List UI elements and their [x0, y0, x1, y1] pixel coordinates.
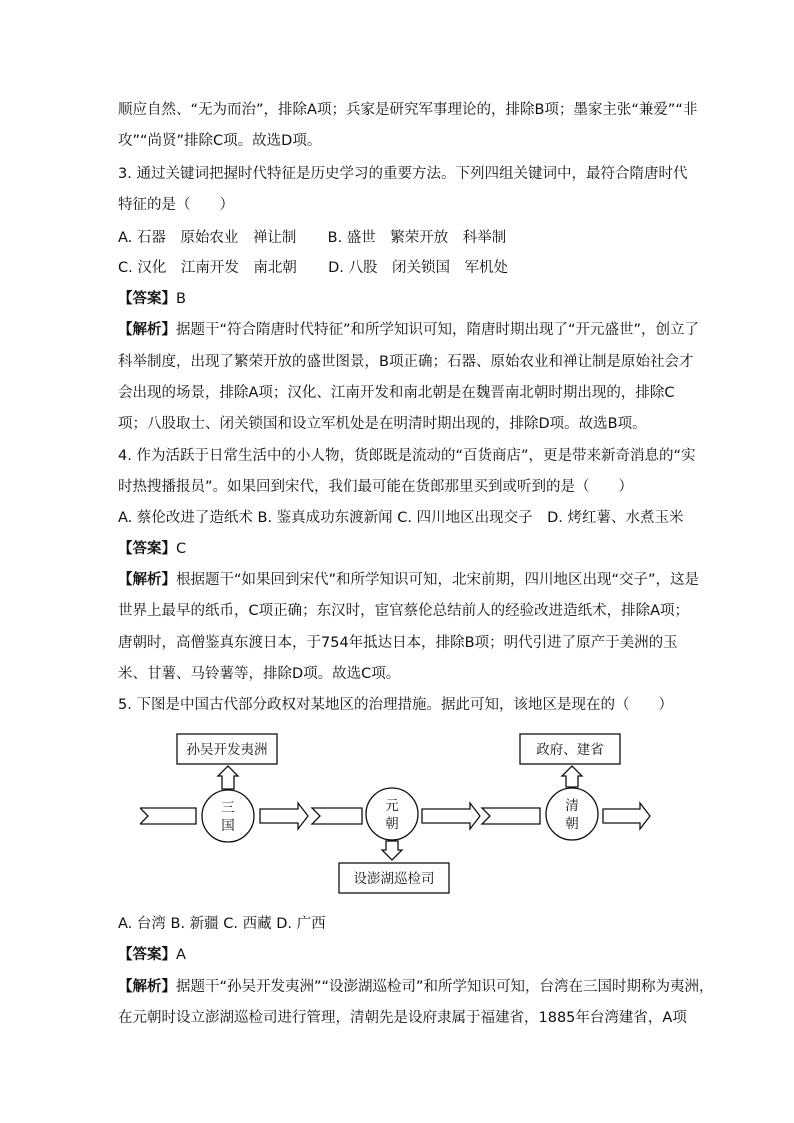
answer-value: C — [176, 541, 187, 557]
question-3-stem: 特征的是（ ） — [118, 197, 234, 213]
text-line: 科举制度，出现了繁荣开放的盛世图景，B项正确；石器、原始农业和禅让制是原始社会才 — [118, 354, 694, 370]
box-top-right-label: 政府、建省 — [536, 742, 604, 758]
flow-arrow — [140, 808, 196, 824]
text-line: 米、甘薯、马铃薯等，排除D项。故选C项。 — [118, 666, 401, 682]
answer-5 — [118, 945, 186, 965]
down-arrow — [382, 841, 402, 860]
option-d: D. 八股 闭关锁国 军机处 — [328, 260, 508, 276]
question-3-options-row2 — [118, 258, 508, 278]
question-4-stem: 4. 作为活跃于日常生活中的小人物，货郎既是流动的“百货商店”，更是带来新奇消息的“实 — [118, 448, 696, 464]
circle-label: 国 — [221, 818, 235, 834]
circle-yuan — [366, 788, 418, 840]
answer-tag: 【答案】 — [118, 541, 176, 557]
flow-arrow — [422, 803, 480, 829]
question-3-options-row1 — [118, 228, 506, 248]
box-top-left-label: 孙吴开发夷洲 — [186, 742, 268, 758]
circle-label: 清 — [565, 798, 579, 814]
explanation-text: 根据题干“如果回到宋代”和所学知识可知，北宋前期，四川地区出现“交子”，这是 — [176, 572, 700, 588]
up-arrow — [562, 766, 582, 787]
text-line: 世界上最早的纸币，C项正确；东汉时，宦官蔡伦总结前人的经验改进造纸术，排除A项； — [118, 603, 690, 619]
option-c: C. 汉化 江南开发 南北朝 — [118, 260, 297, 276]
question-3-stem: 3. 通过关键词把握时代特征是历史学习的重要方法。下列四组关键词中，最符合隋唐时代 — [118, 166, 688, 182]
question-5-options: A. 台湾 B. 新疆 C. 西藏 D. 广西 — [118, 916, 326, 932]
flow-arrow — [482, 808, 540, 824]
text-line: 在元朝时设立澎湖巡检司进行管理，清朝先是设府隶属于福建省，1885年台湾建省，A项 — [118, 1010, 687, 1026]
explanation-tag: 【解析】 — [118, 322, 176, 338]
circle-label: 朝 — [385, 816, 399, 832]
answer-value: B — [176, 291, 186, 307]
text-line: 会出现的场景，排除A项；汉化、江南开发和南北朝是在魏晋南北朝时期出现的，排除C — [118, 385, 675, 401]
answer-value: A — [176, 947, 186, 963]
circle-label: 三 — [221, 800, 235, 816]
explanation-tag: 【解析】 — [118, 572, 176, 588]
question-4-options: A. 蔡伦改进了造纸术 B. 鉴真成功东渡新闻 C. 四川地区出现交子 D. 烤红薯、水煮玉米 — [118, 510, 684, 526]
explanation-tag: 【解析】 — [118, 979, 176, 995]
explanation-3 — [118, 320, 699, 340]
text-line: 顺应自然、“无为而治”，排除A项；兵家是研究军事理论的，排除B项；墨家主张“兼爱”“非 — [118, 102, 698, 118]
circle-qing — [546, 788, 598, 840]
explanation-text: 据题干“符合隋唐时代特征”和所学知识可知，隋唐时期出现了“开元盛世”，创立了 — [176, 322, 700, 338]
up-arrow — [218, 766, 238, 789]
flow-arrow — [603, 803, 650, 829]
explanation-5 — [118, 977, 714, 997]
text-line: 唐朝时，高僧鉴真东渡日本，于754年抵达日本，排除B项；明代引进了原产于美洲的玉 — [118, 635, 678, 651]
governance-flow-diagram — [140, 726, 660, 906]
flow-arrow — [260, 803, 308, 829]
explanation-text: 据题干“孙吴开发夷洲”“设澎湖巡检司”和所学知识可知，台湾在三国时期称为夷洲， — [176, 979, 714, 995]
question-4-stem: 时热搜播报员”。如果回到宋代，我们最可能在货郎那里买到或听到的是（ ） — [118, 479, 634, 495]
circle-sanguo — [202, 790, 254, 842]
answer-tag: 【答案】 — [118, 291, 176, 307]
text-line: 攻”“尚贤”排除C项。故选D项。 — [118, 133, 322, 149]
option-b: B. 盛世 繁荣开放 科举制 — [327, 230, 507, 246]
flow-arrow — [312, 808, 362, 824]
answer-4 — [118, 539, 186, 559]
answer-3 — [118, 289, 186, 309]
text-line: 项；八股取士、闭关锁国和设立军机处是在明清时期出现的，排除D项。故选B项。 — [118, 416, 647, 432]
answer-tag: 【答案】 — [118, 947, 176, 963]
circle-label: 元 — [385, 798, 399, 814]
explanation-4 — [118, 570, 699, 590]
circle-label: 朝 — [565, 816, 579, 832]
option-a: A. 石器 原始农业 禅让制 — [118, 230, 297, 246]
question-5-stem: 5. 下图是中国古代部分政权对某地区的治理措施。据此可知，该地区是现在的（ ） — [118, 697, 673, 713]
box-bottom-label: 设澎湖巡检司 — [353, 871, 435, 887]
